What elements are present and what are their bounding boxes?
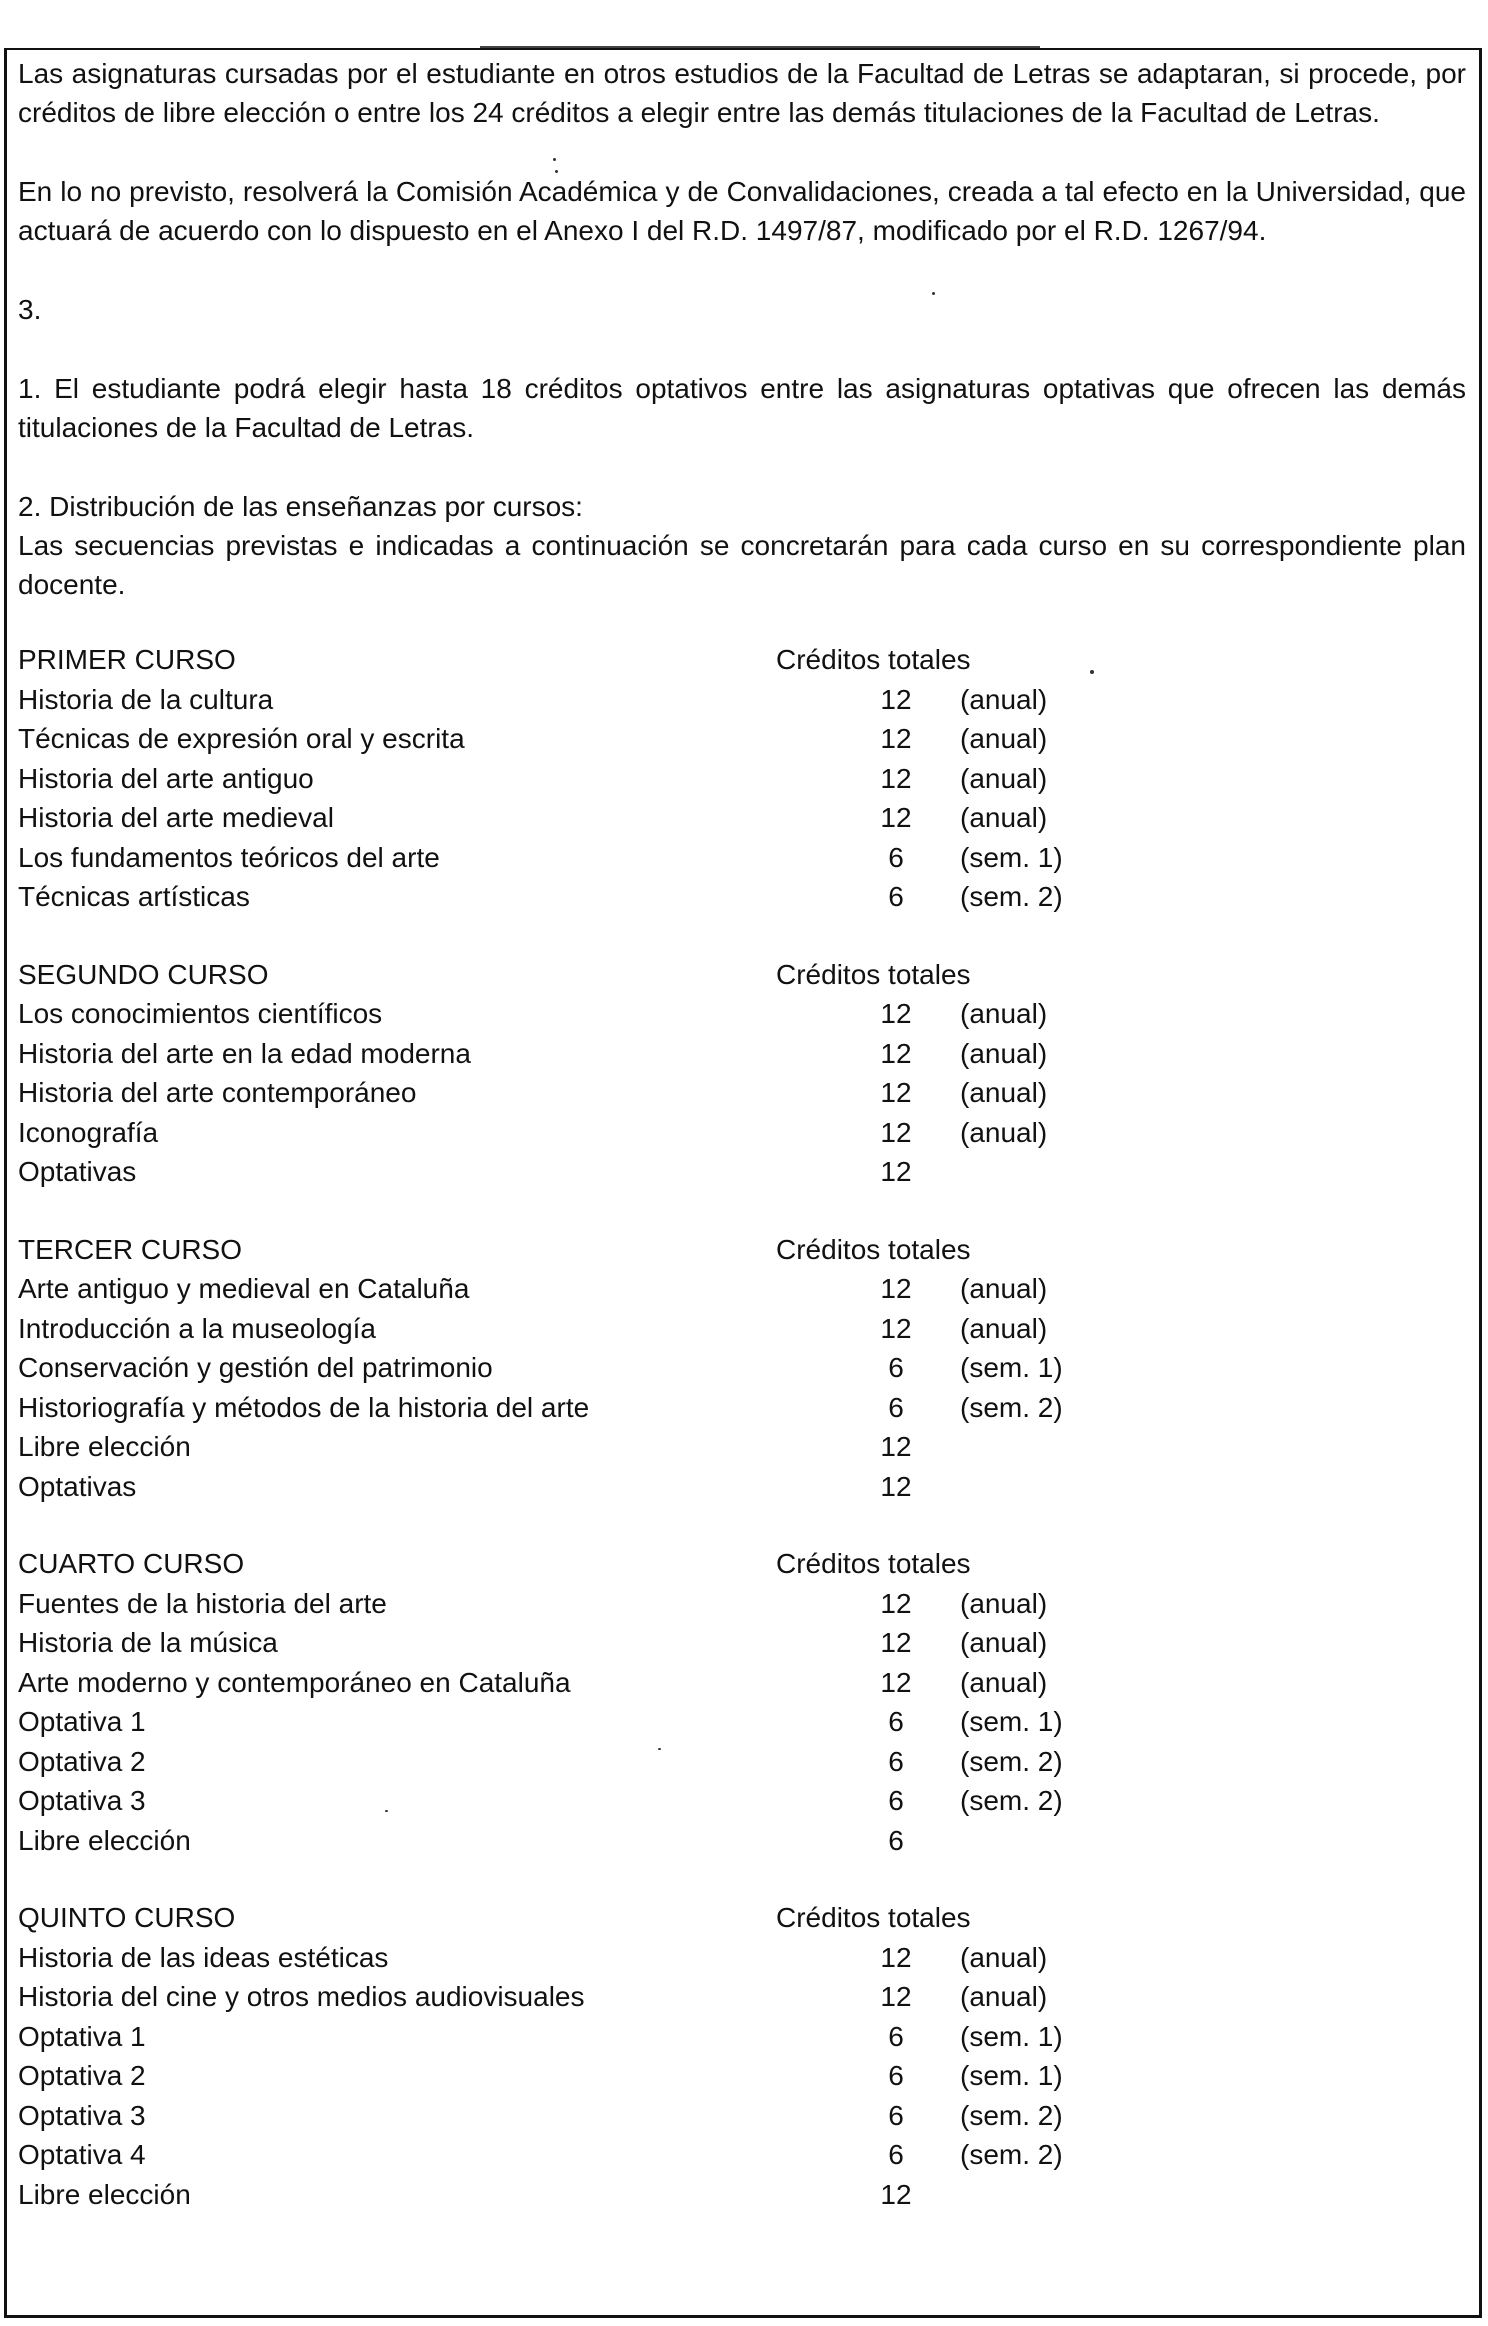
subject-credits: 6 (888, 2060, 904, 2091)
subject-credits: 12 (880, 1312, 912, 1344)
subject-credits: 12 (880, 723, 912, 754)
subject-name: Optativa 3 (18, 1785, 146, 1816)
course-block (18, 1544, 1466, 1860)
subject-row (18, 1113, 1466, 1153)
course-title: QUINTO CURSO (18, 1902, 236, 1933)
course-title: TERCER CURSO (18, 1233, 243, 1265)
subject-period: (anual) (960, 1312, 1048, 1344)
subject-period: (sem. 2) (960, 881, 1063, 912)
subject-row (18, 1269, 1466, 1309)
subject-credits: 12 (880, 1981, 912, 2012)
subject-credits: 6 (888, 2020, 904, 2052)
subject-credits: 12 (880, 1470, 912, 1502)
subject-row (18, 1034, 1466, 1074)
subject-name: Historiografía y métodos de la historia del arte (18, 1391, 590, 1423)
paragraph-optional-credits: 1. El estudiante podrá elegir hasta 18 créditos optativos entre las asignaturas optativas que ofrecen las demás titulaciones de la Facultad de Letras. (18, 373, 1466, 443)
course-block (18, 640, 1466, 917)
subject-period: (sem. 2) (960, 1391, 1063, 1423)
subject-row (18, 1348, 1466, 1388)
subject-period: (anual) (960, 683, 1048, 715)
subject-name: Arte moderno y contemporáneo en Cataluña (18, 1666, 571, 1698)
subject-name: Historia de las ideas estéticas (18, 1941, 389, 1973)
subject-name: Libre elección (18, 1824, 191, 1856)
subject-credits: 12 (880, 2178, 912, 2210)
subject-credits: 6 (888, 1391, 904, 1423)
subject-name: Los fundamentos teóricos del arte (18, 841, 440, 873)
subject-credits: 12 (880, 1156, 912, 1187)
subject-period: (sem. 2) (960, 1745, 1063, 1777)
subject-row (18, 1152, 1466, 1192)
course-header-row (18, 955, 1466, 995)
course-title: PRIMER CURSO (18, 644, 236, 675)
subject-credits: 12 (880, 802, 912, 833)
subject-period: (anual) (960, 998, 1048, 1029)
scan-speck (932, 292, 935, 295)
subject-credits: 12 (880, 1273, 912, 1304)
subject-period: (anual) (960, 762, 1048, 794)
paragraph-distribution-text: Las secuencias previstas e indicadas a continuación se concretarán para cada curso en su correspondiente plan docente. (18, 530, 1466, 600)
subject-name: Libre elección (18, 1431, 191, 1462)
subject-period: (sem. 1) (960, 841, 1063, 873)
subject-period: (sem. 1) (960, 2020, 1063, 2052)
subject-credits: 12 (880, 1077, 912, 1108)
subject-name: Historia del arte antiguo (18, 762, 314, 794)
subject-name: Arte antiguo y medieval en Cataluña (18, 1273, 470, 1304)
paragraph-adaptation: Las asignaturas cursadas por el estudiante en otros estudios de la Facultad de Letras se adaptaran, si procede, por créditos de libre elección o entre los 24 créditos a elegir entre las demás titulaciones de la Facultad de Letras. (18, 58, 1466, 128)
subject-name: Técnicas artísticas (18, 881, 250, 912)
subject-name: Libre elección (18, 2178, 191, 2210)
scan-speck (658, 1748, 661, 1750)
subject-row (18, 838, 1466, 878)
subject-period: (anual) (960, 1077, 1048, 1108)
subject-name: Optativa 1 (18, 1706, 146, 1737)
scan-speck (553, 158, 556, 161)
subject-credits: 6 (888, 1352, 904, 1383)
subject-period: (sem. 2) (960, 2099, 1063, 2131)
course-title: CUARTO CURSO (18, 1548, 245, 1579)
course-block (18, 955, 1466, 1192)
subject-name: Iconografía (18, 1116, 159, 1148)
subject-row (18, 759, 1466, 799)
subject-row (18, 1742, 1466, 1782)
subject-credits: 6 (888, 2099, 904, 2131)
subject-period: (anual) (960, 1587, 1048, 1619)
course-block (18, 1898, 1466, 2214)
subject-row (18, 1938, 1466, 1978)
subject-name: Optativas (18, 1470, 137, 1502)
document-content (18, 54, 1466, 2214)
subject-credits: 6 (888, 841, 904, 873)
subject-row (18, 1388, 1466, 1428)
subject-row (18, 1427, 1466, 1467)
subject-credits: 12 (880, 1116, 912, 1148)
subject-row (18, 2017, 1466, 2057)
subject-name: Optativa 2 (18, 1745, 146, 1777)
subject-name: Optativa 1 (18, 2020, 146, 2052)
subject-name: Optativa 3 (18, 2099, 146, 2131)
subject-credits: 6 (888, 1745, 904, 1777)
subject-credits: 12 (880, 762, 912, 794)
subject-period: (sem. 1) (960, 2060, 1063, 2091)
subject-row (18, 1073, 1466, 1113)
subject-row (18, 2096, 1466, 2136)
subject-credits: 12 (880, 683, 912, 715)
subject-period: (anual) (960, 1116, 1048, 1148)
subject-credits: 12 (880, 1666, 912, 1698)
subject-row (18, 1821, 1466, 1861)
subject-row (18, 1584, 1466, 1624)
subject-name: Historia del arte medieval (18, 802, 334, 833)
subject-credits: 12 (880, 1431, 912, 1462)
course-header-row (18, 1544, 1466, 1584)
subject-period: (anual) (960, 723, 1048, 754)
subject-name: Los conocimientos científicos (18, 998, 383, 1029)
subject-period: (sem. 2) (960, 2139, 1063, 2170)
subject-name: Optativas (18, 1156, 137, 1187)
credits-header: Créditos totales (776, 1233, 971, 1265)
subject-credits: 12 (880, 1627, 912, 1658)
section-number: 3. (18, 294, 42, 325)
subject-credits: 12 (880, 1037, 912, 1069)
subject-name: Historia de la cultura (18, 683, 274, 715)
subject-row (18, 680, 1466, 720)
subject-credits: 12 (880, 1587, 912, 1619)
course-header-row (18, 1230, 1466, 1270)
credits-header: Créditos totales (776, 1548, 971, 1579)
scan-speck (1090, 670, 1094, 674)
subject-period: (sem. 1) (960, 1352, 1063, 1383)
subject-row (18, 1781, 1466, 1821)
credits-header: Créditos totales (776, 644, 971, 675)
subject-row (18, 877, 1466, 917)
subject-period: (anual) (960, 1981, 1048, 2012)
subject-name: Historia del arte en la edad moderna (18, 1037, 471, 1069)
subject-name: Técnicas de expresión oral y escrita (18, 723, 465, 754)
scan-speck (385, 1810, 388, 1812)
subject-credits: 6 (888, 2139, 904, 2170)
subject-period: (anual) (960, 1941, 1048, 1973)
subject-name: Historia del arte contemporáneo (18, 1077, 417, 1108)
course-title: SEGUNDO CURSO (18, 958, 269, 990)
subject-period: (anual) (960, 802, 1048, 833)
subject-credits: 6 (888, 881, 904, 912)
course-header-row (18, 1898, 1466, 1938)
subject-period: (anual) (960, 1666, 1048, 1698)
subject-period: (anual) (960, 1627, 1048, 1658)
subject-row (18, 1663, 1466, 1703)
subject-row (18, 1702, 1466, 1742)
subject-name: Introducción a la museología (18, 1312, 376, 1344)
subject-credits: 6 (888, 1824, 904, 1856)
subject-name: Historia del cine y otros medios audiovisuales (18, 1981, 585, 2012)
subject-row (18, 719, 1466, 759)
paragraph-unforeseen: En lo no previsto, resolverá la Comisión Académica y de Convalidaciones, creada a tal efecto en la Universidad, que actuará de acuerdo con lo dispuesto en el Anexo I del R.D. 1497/87, modificado por el R.D. 1267/94. (18, 176, 1466, 246)
subject-row (18, 2056, 1466, 2096)
subject-name: Conservación y gestión del patrimonio (18, 1352, 493, 1383)
subject-period: (sem. 1) (960, 1706, 1063, 1737)
subject-credits: 6 (888, 1785, 904, 1816)
subject-row (18, 1977, 1466, 2017)
course-list (18, 640, 1466, 2214)
subject-credits: 12 (880, 998, 912, 1029)
subject-name: Optativa 4 (18, 2139, 146, 2170)
subject-period: (sem. 2) (960, 1785, 1063, 1816)
course-header-row (18, 640, 1466, 680)
subject-row (18, 2175, 1466, 2215)
subject-row (18, 798, 1466, 838)
subject-credits: 12 (880, 1941, 912, 1973)
subject-name: Optativa 2 (18, 2060, 146, 2091)
subject-row (18, 994, 1466, 1034)
subject-row (18, 1309, 1466, 1349)
subject-row (18, 1623, 1466, 1663)
subject-row (18, 1467, 1466, 1507)
credits-header: Créditos totales (776, 1902, 971, 1933)
paragraph-distribution-heading: 2. Distribución de las enseñanzas por cursos: (18, 491, 583, 522)
subject-period: (anual) (960, 1037, 1048, 1069)
subject-name: Fuentes de la historia del arte (18, 1587, 387, 1619)
course-block (18, 1230, 1466, 1507)
subject-period: (anual) (960, 1273, 1048, 1304)
subject-name: Historia de la música (18, 1627, 278, 1658)
subject-credits: 6 (888, 1706, 904, 1737)
credits-header: Créditos totales (776, 958, 971, 990)
scan-speck (555, 170, 558, 173)
subject-row (18, 2135, 1466, 2175)
